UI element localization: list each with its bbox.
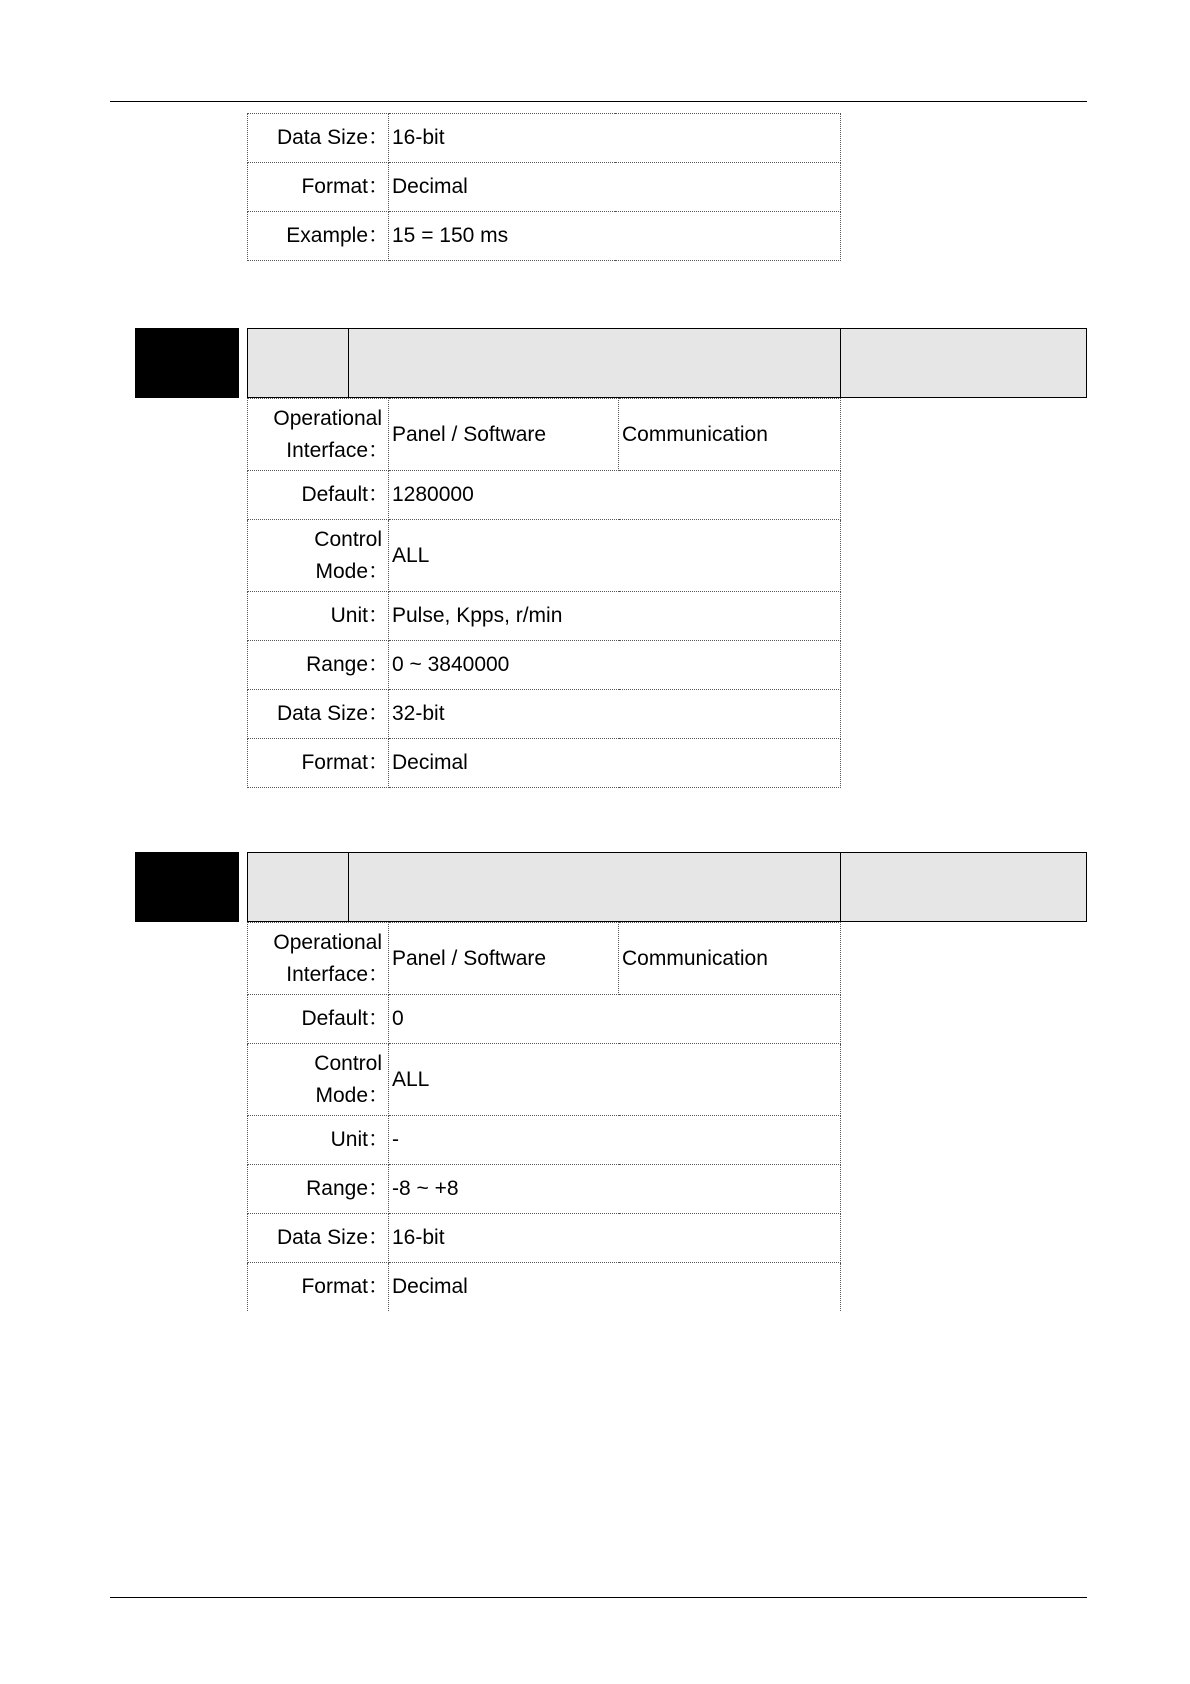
field-label: Example： bbox=[248, 212, 389, 261]
table-row bbox=[248, 641, 841, 690]
header-divider bbox=[840, 853, 841, 921]
header-divider bbox=[348, 329, 349, 397]
parameter-code-tab bbox=[135, 852, 239, 922]
parameter-code-tab bbox=[135, 328, 239, 398]
field-value: ALL bbox=[389, 1044, 841, 1116]
field-label: Range： bbox=[248, 1165, 389, 1214]
table-row bbox=[248, 1165, 841, 1214]
interface-communication: Communication bbox=[619, 399, 841, 471]
field-value: Decimal bbox=[389, 1263, 841, 1312]
field-value: 1280000 bbox=[389, 471, 841, 520]
table-row bbox=[248, 1263, 841, 1312]
field-value: -8 ~ +8 bbox=[389, 1165, 841, 1214]
table-row bbox=[248, 114, 841, 163]
field-value: 16-bit bbox=[389, 114, 841, 163]
field-label-operational-interface: Operational Interface： bbox=[248, 923, 389, 995]
field-label-control-mode: Control Mode： bbox=[248, 1044, 389, 1116]
table-row bbox=[248, 399, 841, 471]
field-value: 15 = 150 ms bbox=[389, 212, 841, 261]
field-value: 0 bbox=[389, 995, 841, 1044]
field-value: 0 ~ 3840000 bbox=[389, 641, 841, 690]
parameter-table-2 bbox=[247, 398, 841, 788]
field-label-operational-interface: Operational Interface： bbox=[248, 399, 389, 471]
table-row bbox=[248, 212, 841, 261]
field-value: Pulse, Kpps, r/min bbox=[389, 592, 841, 641]
field-label: Unit： bbox=[248, 1116, 389, 1165]
parameter-header-bar bbox=[247, 852, 1087, 922]
table-row bbox=[248, 1044, 841, 1116]
table-row bbox=[248, 163, 841, 212]
table-row bbox=[248, 690, 841, 739]
field-value: 16-bit bbox=[389, 1214, 841, 1263]
header-divider bbox=[348, 853, 349, 921]
field-label: Default： bbox=[248, 471, 389, 520]
field-label: Data Size： bbox=[248, 690, 389, 739]
table-row bbox=[248, 471, 841, 520]
field-label: Format： bbox=[248, 1263, 389, 1312]
interface-panel-software: Panel / Software bbox=[389, 923, 619, 995]
interface-communication: Communication bbox=[619, 923, 841, 995]
field-value: 32-bit bbox=[389, 690, 841, 739]
field-label-control-mode: Control Mode： bbox=[248, 520, 389, 592]
field-label: Format： bbox=[248, 739, 389, 788]
footer-rule bbox=[110, 1597, 1087, 1598]
field-label: Data Size： bbox=[248, 114, 389, 163]
field-value: Decimal bbox=[389, 739, 841, 788]
field-label: Format： bbox=[248, 163, 389, 212]
header-divider bbox=[840, 329, 841, 397]
field-value: - bbox=[389, 1116, 841, 1165]
table-row bbox=[248, 1116, 841, 1165]
field-value: Decimal bbox=[389, 163, 841, 212]
table-row bbox=[248, 592, 841, 641]
table-row bbox=[248, 739, 841, 788]
field-label: Range： bbox=[248, 641, 389, 690]
table-row bbox=[248, 520, 841, 592]
header-rule bbox=[110, 101, 1087, 102]
field-label: Unit： bbox=[248, 592, 389, 641]
parameter-header-bar bbox=[247, 328, 1087, 398]
table-row bbox=[248, 1214, 841, 1263]
interface-panel-software: Panel / Software bbox=[389, 399, 619, 471]
parameter-table-3 bbox=[247, 922, 841, 1311]
parameter-table-1 bbox=[247, 113, 841, 261]
field-label: Data Size： bbox=[248, 1214, 389, 1263]
table-row bbox=[248, 995, 841, 1044]
field-value: ALL bbox=[389, 520, 841, 592]
field-label: Default： bbox=[248, 995, 389, 1044]
table-row bbox=[248, 923, 841, 995]
